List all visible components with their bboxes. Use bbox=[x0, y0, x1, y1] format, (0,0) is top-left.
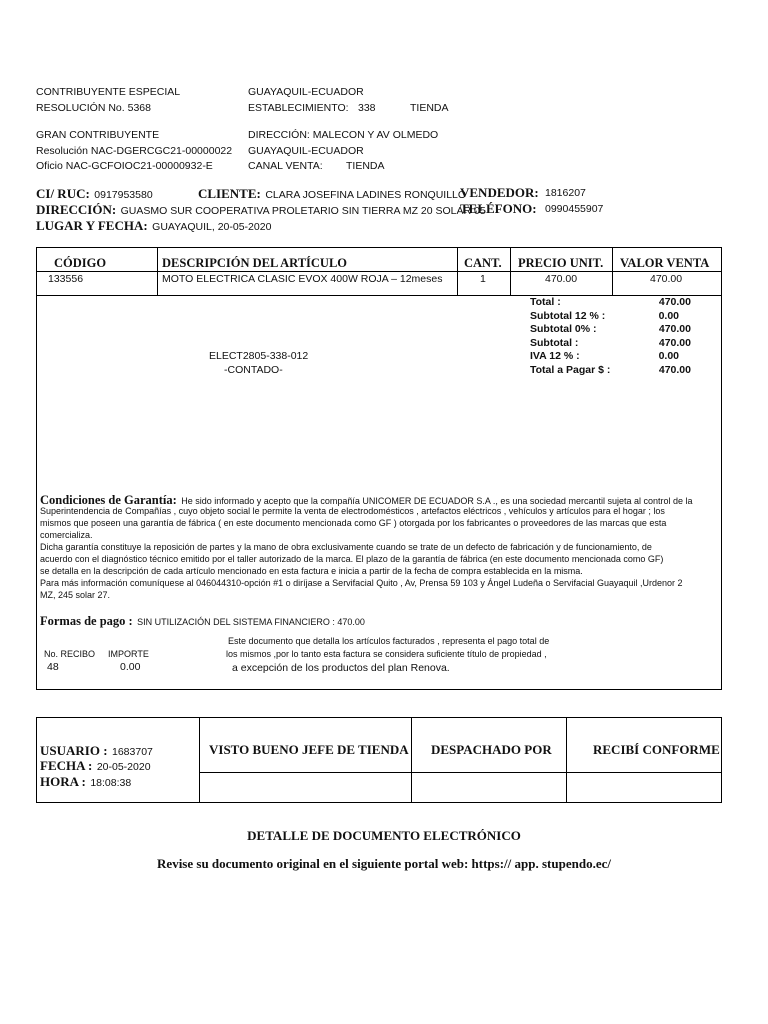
col-divider-3 bbox=[510, 247, 511, 295]
usuario-label: USUARIO : bbox=[40, 743, 108, 758]
totals-row bbox=[530, 337, 695, 351]
header-precio: PRECIO UNIT. bbox=[518, 256, 604, 270]
warranty-text: MZ, 245 solar 27. bbox=[40, 590, 111, 600]
totals-value: 470.00 bbox=[658, 336, 691, 349]
row-valor: 470.00 bbox=[650, 273, 683, 285]
totals-row bbox=[530, 350, 695, 364]
establecimiento-label: ESTABLECIMIENTO: bbox=[248, 102, 349, 114]
warranty-text: Para más información comuníquese al 046044310-opción #1 o diríjase a Servifacial Quito , Av, Prensa 59 103 y Ángel Ludeña o Servifacial Guayaquil ,Urdenor 2 bbox=[40, 578, 683, 588]
table-header-divider bbox=[36, 271, 722, 272]
canal-value: TIENDA bbox=[346, 160, 385, 172]
recibo-value: 48 bbox=[47, 661, 59, 673]
telefono-value: 0990455907 bbox=[545, 203, 604, 215]
header-codigo: CÓDIGO bbox=[54, 256, 107, 270]
totals-value: 0.00 bbox=[658, 309, 679, 322]
importe-label: IMPORTE bbox=[108, 649, 149, 659]
payment-note: los mismos ,por lo tanto esta factura se considera suficiente título de propiedad , bbox=[226, 649, 547, 659]
totals-value: 470.00 bbox=[658, 296, 691, 308]
electronic-document-title: DETALLE DE DOCUMENTO ELECTRÓNICO bbox=[247, 828, 521, 843]
reference-code: ELECT2805-338-012 bbox=[209, 350, 309, 362]
header-city: GUAYAQUIL-ECUADOR bbox=[248, 86, 364, 98]
totals-value: 470.00 bbox=[658, 323, 691, 335]
warranty-text: comercializa. bbox=[40, 530, 93, 540]
lugar-value: GUAYAQUIL, 20-05-2020 bbox=[152, 221, 272, 233]
payment-line bbox=[40, 612, 365, 630]
vendedor-label: VENDEDOR: bbox=[460, 185, 539, 200]
sig-divider-1 bbox=[199, 717, 200, 803]
sig-row-divider bbox=[199, 772, 722, 773]
row-codigo: 133556 bbox=[48, 273, 84, 285]
header-descripcion: DESCRIPCIÓN DEL ARTÍCULO bbox=[162, 256, 348, 270]
establecimiento-num: 338 bbox=[358, 102, 376, 114]
warranty-text: Dicha garantía constituye la reposición de partes y la mano de obra exclusivamente cuando se trate de un defecto de fabricación y de funcionamiento, de bbox=[40, 542, 652, 552]
totals-label: Subtotal : bbox=[530, 336, 579, 349]
warranty-title: Condiciones de Garantía: bbox=[40, 493, 177, 507]
totals-label: IVA 12 % : bbox=[530, 350, 580, 362]
recibi-conforme: RECIBÍ CONFORME bbox=[593, 742, 720, 757]
row-descripcion: MOTO ELECTRICA CLASIC EVOX 400W ROJA – 12meses bbox=[162, 273, 443, 285]
row-cant: 1 bbox=[480, 273, 486, 285]
direccion-tienda: DIRECCIÓN: MALECON Y AV OLMEDO bbox=[248, 129, 439, 141]
sig-divider-2 bbox=[411, 717, 412, 803]
cliente-label: CLIENTE: bbox=[198, 186, 261, 201]
resolucion-nac: Resolución NAC-DGERCGC21-00000022 bbox=[36, 145, 233, 157]
totals-value: 0.00 bbox=[658, 350, 679, 362]
col-divider-4 bbox=[612, 247, 613, 295]
warranty-text: Superintendencia de Compañías , cuyo objeto social le permite la venta de electrodomésticos , artefactos eléctricos , vehículos y artículos para el hogar ; los bbox=[40, 506, 665, 516]
payment-note: Este documento que detalla los artículos facturados , representa el pago total de bbox=[228, 636, 550, 646]
visto-bueno: VISTO BUENO JEFE DE TIENDA bbox=[209, 742, 409, 757]
hora-line bbox=[40, 773, 131, 791]
warranty-text: acuerdo con el diagnóstico técnico emitido por el taller autorizado de la marca. El plazo de la garantía de fábrica (en este documento mencionada como GF) bbox=[40, 554, 664, 564]
portal-link-text: Revise su documento original en el siguiente portal web: https:// app. stupendo.ec/ bbox=[157, 856, 611, 871]
warranty-text: mismos que poseen una garantía de fábrica ( en este documento mencionada como GF ) otorgada por los fabricantes o proveedores de las marcas que esta bbox=[40, 518, 667, 528]
gran-contribuyente: GRAN CONTRIBUYENTE bbox=[36, 129, 160, 141]
telefono-label: TELÉFONO: bbox=[460, 201, 537, 216]
totals-label: Total a Pagar $ : bbox=[530, 363, 611, 376]
lugar-label: LUGAR Y FECHA: bbox=[36, 218, 148, 233]
payment-label: Formas de pago : bbox=[40, 614, 133, 628]
ruc-value: 0917953580 bbox=[94, 189, 153, 201]
resolucion: RESOLUCIÓN No. 5368 bbox=[36, 102, 151, 114]
header-valor: VALOR VENTA bbox=[620, 256, 710, 270]
warranty-text: se detalla en la descripción de cada artículo mencionado en esta factura e inicia a partir de la fecha de compra establecida en la misma. bbox=[40, 566, 583, 576]
hora-value: 18:08:38 bbox=[90, 777, 132, 789]
direccion-label: DIRECCIÓN: bbox=[36, 202, 117, 217]
cliente-value: CLARA JOSEFINA LADINES RONQUILLO bbox=[265, 189, 467, 201]
totals-row bbox=[530, 310, 695, 324]
warranty-text: He sido informado y acepto que la compañía UNICOMER DE ECUADOR S.A ., es una sociedad mercantil sujeta al control de la bbox=[181, 496, 693, 506]
payment-note: a excepción de los productos del plan Renova. bbox=[232, 662, 450, 674]
direccion-value: GUASMO SUR COOPERATIVA PROLETARIO SIN TIERRA MZ 20 SOLAR 05 bbox=[120, 205, 486, 217]
contribuyente-especial: CONTRIBUYENTE ESPECIAL bbox=[36, 86, 181, 98]
sig-divider-3 bbox=[566, 717, 567, 803]
col-divider-2 bbox=[457, 247, 458, 295]
totals-row bbox=[530, 323, 695, 337]
despachado-por: DESPACHADO POR bbox=[431, 742, 552, 757]
oficio: Oficio NAC-GCFOIOC21-00000932-E bbox=[36, 160, 213, 172]
hora-label: HORA : bbox=[40, 774, 86, 789]
canal-label: CANAL VENTA: bbox=[248, 160, 323, 172]
totals-label: Total : bbox=[530, 296, 561, 308]
payment-value: SIN UTILIZACIÓN DEL SISTEMA FINANCIERO : 470.00 bbox=[137, 617, 365, 627]
totals-value: 470.00 bbox=[658, 363, 691, 376]
totals-label: Subtotal 12 % : bbox=[530, 309, 606, 322]
recibo-label: No. RECIBO bbox=[44, 649, 96, 659]
fecha-value: 20-05-2020 bbox=[96, 761, 151, 773]
header-city-2: GUAYAQUIL-ECUADOR bbox=[248, 145, 364, 157]
header-cant: CANT. bbox=[464, 256, 502, 270]
establecimiento-tipo: TIENDA bbox=[410, 102, 449, 114]
row-precio: 470.00 bbox=[545, 273, 578, 285]
col-divider-1 bbox=[157, 247, 158, 295]
usuario-value: 1683707 bbox=[112, 746, 153, 758]
vendedor-value: 1816207 bbox=[545, 187, 586, 199]
fecha-label: FECHA : bbox=[40, 758, 93, 773]
totals-row bbox=[530, 364, 695, 378]
importe-value: 0.00 bbox=[120, 661, 141, 673]
reference-payment: -CONTADO- bbox=[224, 364, 283, 376]
ruc-label: CI/ RUC: bbox=[36, 186, 90, 201]
lugar-line bbox=[36, 217, 271, 235]
totals-label: Subtotal 0% : bbox=[530, 323, 597, 335]
totals-block bbox=[530, 296, 695, 377]
totals-row bbox=[530, 296, 695, 310]
